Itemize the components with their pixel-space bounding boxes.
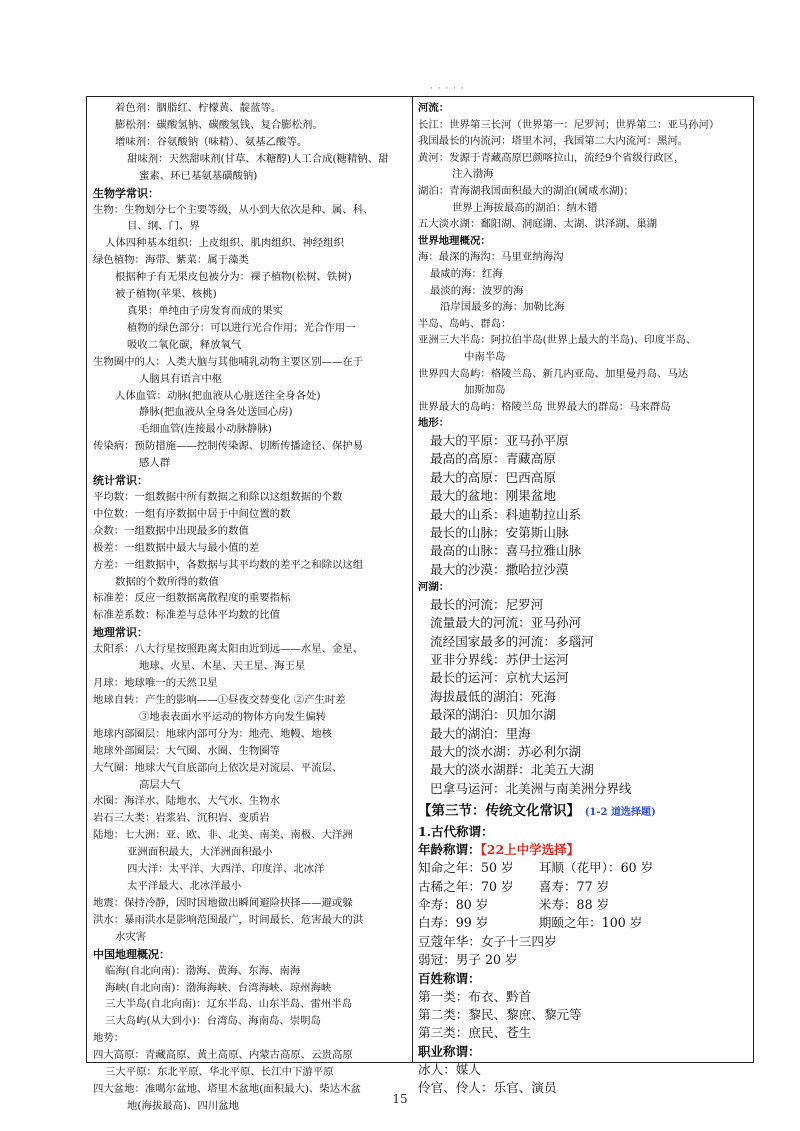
right-line: 最长的河流：尼罗河 [430,596,544,612]
left-line: 蜜素、环已基氨基磺酸钠) [139,169,258,182]
right-line: 最大的盆地：刚果盆地 [430,488,556,504]
left-line: 标准差系数：标准差与总体平均数的比值 [93,609,281,622]
left-line: 人体四种基本组织：上皮组织、肌肉组织、神经组织 [105,237,344,250]
people-line: 第一类：布衣、黔首 [418,988,532,1004]
left-line: 四大高原：青藏高原、黄土高原、内蒙古高原、云贵高原 [93,1049,353,1062]
left-line: 真果：单纯由子房发育而成的果实 [127,304,283,317]
left-line: 四大洋：太平洋、大西洋、印度洋、北冰洋 [127,863,325,876]
left-line: 地势： [93,1032,125,1045]
left-line: 中位数：一组有序数据中居于中间位置的数 [93,507,291,520]
age-line: 弱冠：男子 20 岁 [418,952,518,968]
section-title-text: 【第三节：传统文化常识】 [418,803,580,820]
left-line: 洪水：暴雨洪水是影响范围最广，时间最长、危害最大的洪 [93,913,364,926]
left-line: 水圈：海洋水、陆地水、大气水、生物水 [93,795,281,808]
right-line: 加斯加岛 [464,384,506,397]
left-line: 统计常识： [93,474,148,488]
right-line: 半岛、岛屿、群岛： [418,317,512,330]
left-line: 人体血管：动脉(把血液从心脏送往全身各处) [115,389,321,402]
left-line: 植物的绿色部分：可以进行光合作用；光合作用一 [127,321,356,334]
right-line: 河湖： [418,581,450,594]
right-line: 海拔最低的湖泊：死海 [430,688,556,704]
left-line: 临海(自北向南)：渤海、黄海、东海、南海 [105,964,301,977]
left-line: 岩石三大类：岩浆岩、沉积岩、变质岩 [93,812,270,825]
right-line: 亚非分界线：苏伊士运河 [430,651,569,667]
left-line: 吸收二氧化碳，释放氧气 [127,338,242,351]
job-line: 冰人：媒人 [418,1061,481,1077]
age-line: 知命之年：50 岁 耳顺（花甲）：60 岁 [418,860,654,876]
right-line: 沿岸国最多的海：加勒比海 [440,301,565,314]
right-line: 流量最大的河流：亚马孙河 [430,615,582,631]
left-line: 海峡(自北向南)：渤海海峡、台湾海峡、琼州海峡 [105,981,332,994]
right-line: 最深的湖泊：贝加尔湖 [430,707,556,723]
left-line: 标准差：反应一组数据离散程度的重要指标 [93,592,291,605]
left-line: 生物：生物划分七个主要等级，从小到大依次是种、属、科、 [93,203,374,216]
left-line: 地理常识： [93,626,148,640]
right-line: 最大的淡水湖：苏必利尔湖 [430,743,582,759]
right-line: 流经国家最多的河流：多瑙河 [430,633,594,649]
right-line: 我国最长的内流河：塔里木河，我国第二大内流河：黑河。 [418,135,689,148]
right-column-geography [418,100,749,798]
left-line: 地震：保持冷静，因时因地做出瞬间避险抉择——避或躲 [93,896,353,909]
left-line: 静脉(把血液从全身各处送回心房) [139,406,293,419]
left-line: 数据的个数所得的数值 [115,575,219,588]
left-line: 生物圈中的人：人类大脑与其他哺乳动物主要区别——在于 [93,355,364,368]
left-line: 人脑具有语言中枢 [139,372,223,385]
ancient-heading: 1.古代称谓： [418,824,494,840]
left-line: 方差：一组数据中，各数据与其平均数的差平之和除以这组 [93,558,364,571]
right-line: 注入渤海 [452,168,494,181]
right-line: 最高的高原：青藏高原 [430,451,556,467]
right-line: 最高的山脉：喜马拉雅山脉 [430,543,582,559]
right-line: 黄河：发源于青藏高原巴颜喀拉山，流经9个省级行政区， [418,151,685,164]
right-line: 最长的山脉：安第斯山脉 [430,524,569,540]
right-line: 中南半岛 [464,350,506,363]
right-line: 世界最大的岛屿：格陵兰岛 世界最大的群岛：马来群岛 [418,400,671,413]
right-line: 最长的运河：京杭大运河 [430,670,569,686]
left-line: 地球、火星、木星、天王星、海王星 [139,660,306,673]
header-fragment: · · · · · [430,84,465,94]
left-line: 被子植物(苹果、核桃) [115,288,217,301]
left-line: 地球内部圈层：地球内部可分为：地壳、地幔、地核 [93,727,332,740]
right-line: 最咸的海：红海 [430,267,503,280]
right-line: 世界上海拔最高的湖泊：纳木错 [452,201,598,214]
left-line: 四大盆地：准噶尔盆地、塔里木盆地(面积最大)、柴达木盆 [93,1082,361,1095]
right-line: 最大的平原：亚马孙平原 [430,432,569,448]
people-line: 第二类：黎民、黎庶、黎元等 [418,1007,582,1023]
age-line: 伞寿：80 岁 米寿：88 岁 [418,897,610,912]
age-line: 白寿：99 岁 期颐之年：100 岁 [418,915,643,931]
left-line: ③地表表面水平运动的物体方向发生偏转 [139,710,327,723]
left-line: 陆地：七大洲：亚、欧、非、北美、南美、南极、大洋洲 [93,829,353,842]
right-line: 最大的淡水湖群：北美五大湖 [430,762,594,778]
left-line: 感人群 [139,457,171,470]
left-line: 太阳系：八大行星按照距离太阳由近到远——水星、金星、 [93,643,364,656]
right-line: 世界地理概况： [418,234,491,247]
left-line: 根据种子有无果皮包被分为：裸子植物(松树、铁树) [115,271,352,284]
left-line: 平均数：一组数据中所有数据之和除以这组数据的个数 [93,491,343,504]
right-line: 最大的湖泊：里海 [430,725,531,741]
people-line: 第三类：庶民、苍生 [418,1025,532,1041]
age-tag: 【22上中学选择】 [480,842,580,858]
people-heading: 百姓称谓： [418,970,481,986]
right-line: 河流： [418,102,450,114]
left-line: 太平洋最大、北冰洋最小 [127,879,242,892]
right-line: 湖泊：青海湖我国面积最大的湖泊(属咸水湖)； [418,184,634,197]
left-line: 甜味剂：天然甜味剂(甘草、木糖醇)人工合成(糖精钠、甜 [127,152,389,165]
left-line: 毛细血管(连接最小动脉静脉) [139,423,272,436]
section-note: (1-2 道选择题) [584,807,656,819]
left-line: 地球外部圈层：大气圈、水圈、生物圈等 [93,744,281,757]
right-line: 最大的沙漠：撒哈拉沙漠 [430,561,569,577]
right-line: 长江：世界第三长河（世界第一：尼罗河；世界第二：亚马孙河） [418,118,720,131]
right-line: 最大的高原：巴西高原 [430,469,556,485]
section-title [418,798,749,823]
right-line: 巴拿马运河：北美洲与南美洲分界线 [430,780,632,796]
left-line: 三大平原：东北平原、华北平原、长江中下游平原 [105,1066,334,1079]
left-line: 水灾害 [115,930,147,943]
right-line: 海：最深的海沟：马里亚纳海沟 [418,251,564,264]
left-line: 众数：一组数据中出现最多的数值 [93,524,249,537]
left-line: 增味剂：谷氨酸钠（味精）、氨基乙酸等。 [115,135,308,148]
right-line: 亚洲三大半岛：阿拉伯半岛(世界上最大的半岛)、印度半岛、 [418,334,697,347]
left-line: 极差：一组数据中最大与最小值的差 [93,541,260,554]
left-line: 三大半岛(自北向南)：辽东半岛、山东半岛、雷州半岛 [105,998,353,1011]
left-line: 地(海拔最高)、四川盆地 [127,1099,240,1112]
people-list [418,988,749,1043]
left-line: 月球：地球唯一的天然卫星 [93,677,218,690]
job-heading: 职业称谓： [418,1043,481,1059]
left-line: 三大岛屿(从大到小)：台湾岛、海南岛、崇明岛 [105,1015,321,1028]
right-line: 地形： [418,417,450,430]
age-label: 年龄称谓： [418,842,481,858]
age-line: 豆蔻年华：女子十三四岁 [418,933,557,949]
job-line: 伶官、伶人：乐官、演员 [418,1080,557,1096]
left-line: 亚洲面积最大，大洋洲面积最小 [127,846,273,859]
left-line: 大气圈：地球大气自底部向上依次是对流层、平流层、 [93,761,343,774]
age-line: 古稀之年：70 岁 喜寿：77 岁 [418,878,610,894]
right-line: 最大的山系：科迪勒拉山系 [430,506,582,522]
left-line: 中国地理概况： [93,947,170,961]
right-line: 最淡的海：波罗的海 [430,284,524,297]
left-line: 地球自转：产生的影响——①昼夜交替变化 ②产生时差 [93,694,346,706]
left-line: 生物学常识： [93,186,159,200]
right-line: 五大淡水湖：鄱阳湖、洞庭湖、太湖、洪泽湖、巢湖 [418,218,657,231]
right-column [413,97,753,1096]
left-line: 传染病：预防措施——控制传染源、切断传播途径、保护易 [93,440,364,453]
left-line: 着色剂：胭脂红、柠檬黄、靛蓝等。 [115,102,282,114]
left-line: 膨松剂：碳酸氢钠、碳酸氢钱、复合膨松剂。 [115,118,323,131]
left-line: 高层大气 [139,778,181,791]
left-line: 目、纲、门、界 [127,220,200,233]
page-number: 15 [392,1092,408,1106]
age-heading [418,841,749,859]
left-line: 绿色植物：海带、紫菜：属于藻类 [93,254,249,267]
right-line: 世界四大岛屿：格陵兰岛、新几内亚岛、加里曼丹岛、马达 [418,367,689,380]
age-list [418,859,749,969]
